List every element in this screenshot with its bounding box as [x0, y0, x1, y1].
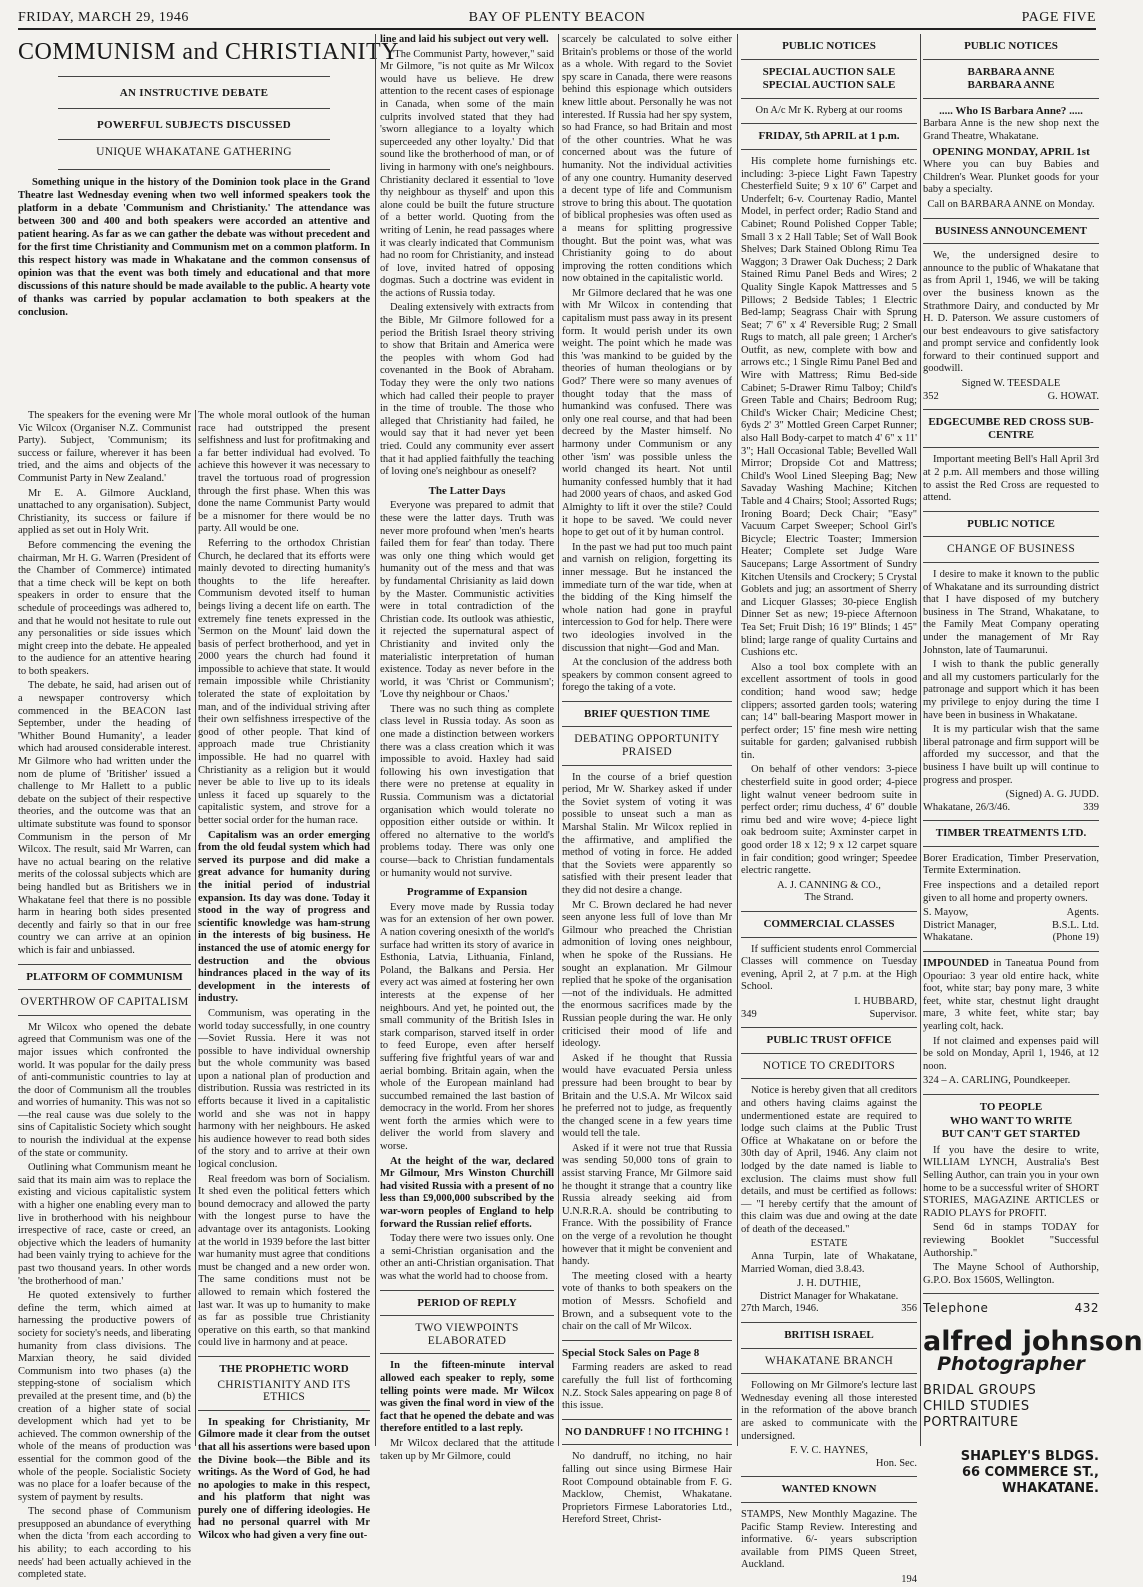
column-2	[198, 410, 370, 1542]
paragraph: Mr Wilcox declared that the attitude taken up by Mr Gilmore, could	[380, 1437, 554, 1462]
signature: District Manager for Whakatane.	[759, 1290, 899, 1302]
divider	[18, 1015, 191, 1016]
divider	[562, 701, 732, 702]
agent-role: Agents.	[1066, 907, 1099, 919]
agent-phone: (Phone 19)	[1052, 932, 1099, 944]
paragraph: I wish to thank the public generally and all my customers particularly for the patronage and support which it has been my privilege to enjoy during the time I have been in business in Whakatane.	[923, 659, 1099, 721]
notice-number: 339	[1083, 801, 1099, 813]
divider	[923, 243, 1099, 244]
signature: Hon. Sec.	[875, 1457, 917, 1469]
estate-label: ESTATE	[810, 1238, 848, 1250]
notice-number: 194	[901, 1573, 917, 1585]
divider	[58, 108, 330, 109]
signature: Signed W. TEESDALE	[961, 378, 1061, 390]
section-heading: PUBLIC NOTICES	[964, 40, 1058, 52]
paragraph: The debate, he said, had arisen out of a newspaper controversy which commenced in the BEACON last September, under the heading of 'Whither Bound Humanity', a leader which had aroused considerable interest. Mr Gilmore who had written under the nom de plume of 'Britisher' issued a challenge to Mr Hallett to a public debate on the subject of their respective theories, and the outcome was that an ultimate substitute was found to sponsor Communism in the person of Mr Wilcox. The result, said Mr Warren, can have no actual bearing on the relative merits of the colossal subjects which are being handled but as Britishers we in Whakatane feel that there is no possible harm in hearing both sides presented decently and fairly so that in our free country we can arrive at an opinion which is fair and unbiassed.	[18, 680, 191, 956]
divider	[923, 447, 1099, 448]
paragraph: Outlining what Communism meant he said that its main aim was to replace the existing and vicious capitalistic system with a higher one enabling every man to live in brotherhood with his neighbour irrespective of race, caste or creed, an objective which the leaders of humanity had been vainly trying to achieve for the past two thousand years. In other words 'the brotherhood of man.'	[18, 1162, 191, 1287]
divider	[741, 1373, 917, 1374]
impounded-text: in Taneatua Pound from Opouriao: 3 year old entire hack, white foot, white star; bay pony mare, 3 white feet, white star, chestnut light draught mare, 3 white feet, white star; bay yearling colt, hack.	[923, 958, 1100, 1032]
service-line: CHILD STUDIES	[923, 1398, 1030, 1414]
section-heading: PLATFORM OF COMMUNISM	[26, 970, 183, 983]
paragraph: The meeting closed with a hearty vote of thanks to both speakers on the motion of Messrs. Schofield and Brown, and a subsequent vote to the chair on the call of Mr Wilcox.	[562, 1270, 732, 1333]
address-line: 66 COMMERCE ST.,	[961, 1464, 1099, 1480]
paragraph: Before commencing the evening the chairman, Mr H. G. Warren (President of the Chamber of Commerce) intimated that a time check will be kept on both speakers in order to ensure that the schedule of proceedings was adhered to, and that he would not hesitate to rule out any personalities or side issues which might creep into the debate. He appealed to the audience for an attentive hearing to both speakers.	[18, 539, 191, 677]
column-rule	[195, 410, 196, 1446]
notice-date: Whakatane, 26/3/46.	[923, 801, 1011, 813]
section-heading: NO DANDRUFF ! NO ITCHING !	[565, 1425, 729, 1438]
divider	[58, 139, 330, 140]
notice-heading: COMMERCIAL CLASSES	[763, 918, 895, 930]
main-article-header	[18, 34, 400, 399]
notice-number: 356	[901, 1303, 917, 1315]
section-subheading: DEBATING OPPORTUNITY PRAISED	[574, 733, 720, 759]
divider	[380, 1290, 554, 1291]
article-subheading: AN INSTRUCTIVE DEBATE	[119, 87, 269, 99]
paragraph: "The Communist Party, however," said Mr Gilmore, "is not quite as Mr Wilcox would have us believe. He drew attention to the recent cases of espionage in Canada, when some of the main culprits involved stated that they had 'sworn allegiance to a loyalty which superceeded any other loyalty.' Did that sound like the brotherhood of man, or of living in harmony with one's neighbours. Christianity declared it essential to 'love thy neighbour as thyself' and upon this alone could be built the future structure of a better world. Quoting from the writing of Lenin, he read passages where it was clearly indicated that Communism had no room for Christianity, and instead of love, invited hatred of opposing dogmas. Such a doctrine was evident in the actions of Russia today.	[380, 48, 554, 299]
signature: (Signed) A. G. JUDD.	[1005, 789, 1099, 801]
paragraph: Real freedom was born of Socialism. It shed even the political fetters which bound democracy and allowed the party with the longest purse to have the advantage over its antagonists. Looking at the world in 1939 before the last bitter war humanity must agree that conditions must be changed and a new order won. The same conditions must not be allowed to remain which fostered the last war. It was up to humanity to make as far as possible true Christianity operative on this earth, so that mankind could live in harmony and at peace.	[198, 1173, 370, 1349]
notice-heading: FRIDAY, 5th APRIL at 1 p.m.	[758, 130, 900, 143]
agent-title: District Manager,	[923, 919, 997, 931]
notice-heading: OPENING MONDAY, APRIL 1st	[932, 145, 1090, 158]
divider	[923, 951, 1099, 952]
divider	[923, 409, 1099, 410]
divider	[741, 1027, 917, 1028]
column-6	[923, 34, 1143, 1496]
divider	[741, 1348, 917, 1349]
photographer-title: Photographer	[937, 1353, 1085, 1376]
divider	[741, 937, 917, 938]
column-5	[741, 34, 918, 1585]
divider	[562, 1444, 732, 1445]
notice-line: On A/c Mr K. Ryberg at our rooms	[755, 104, 903, 116]
paragraph: Everyone was prepared to admit that these were the latter days. Truth was never more profound when 'men's hearts failed them for fear' than today. There was only one thing which would get humanity out of the mess and that was by fundamental Chrisianity as laid down by the Master. Communistic activities were in total contradiction of the Christian code. Its outlook was athiestic, it rejected the supernatural aspect of Christianity and invited only the materialistic interpretation of human existence. Today as never before in the world, it was 'Christ or Communism'; 'Love thy neighbour or Chaos.'	[380, 500, 554, 701]
section-heading: BRIEF QUESTION TIME	[584, 707, 710, 720]
divider	[562, 726, 732, 727]
column-rule	[375, 34, 376, 1446]
paragraph: We, the undersigned desire to announce to the public of Whakatane that as from April 1, 1946, we will be taking over the business known as the Strathmore Dairy, and conducted by Mr H. D. Paterson. We assure customers of our best endeavours to give satisfactory and prompt service and confidently look forward to their continued support and goodwill.	[923, 250, 1099, 375]
divider	[923, 562, 1099, 563]
paragraph: Barbara Anne is the new shop next the Grand Theatre, Whakatane.	[923, 118, 1099, 142]
article-subheading: POWERFUL SUBJECTS DISCUSSED	[97, 118, 291, 131]
column-rule	[558, 34, 559, 1446]
signature: 324 – A. CARLING, Poundkeeper.	[923, 1075, 1071, 1087]
section-subheading: CHRISTIANITY AND ITS ETHICS	[217, 1378, 351, 1404]
notice-heading: TO PEOPLE	[979, 1100, 1043, 1113]
notice-heading: TIMBER TREATMENTS LTD.	[935, 827, 1087, 840]
address-line: WHAKATANE.	[1001, 1480, 1099, 1496]
paragraph: The second phase of Communism presupposed an abundance of everything when the dicta 'from each according to his ability; to each according to his needs' had been actually achieved in the completed state.	[18, 1506, 191, 1581]
bold-paragraph: In speaking for Christianity, Mr Gilmore made it clear from the outset that all his assertions were based upon the Divine book—the Bible and its writings. As the Word of God, he had no apologies to make in this respect, and his platform that night was purely one of differing ideologies. He had no personal quarrel with Mr Wilcox who had given a very fine out-	[198, 1416, 370, 1542]
divider	[923, 98, 1099, 99]
column-rule	[737, 34, 738, 1446]
notice-heading: SPECIAL AUCTION SALE	[762, 65, 896, 78]
paragraph: There was no such thing as complete class level in Russia today. As soon as one made a distinction between workers there was a class creation which it was impossible to avoid. Haxley had said following his own investigation that there were no pretense at equality in Russia. Communism was a dictatorial organisation which would tolerate no opposition either outside or within. It offered no alternative to the world's problems today. There was only one course—back to Christian fundamentals or humanity would not survive.	[380, 703, 554, 879]
paragraph: Today there were two issues only. One a semi-Christian organisation and the other an anti-Christian organisation. That was what the world had to choose from.	[380, 1233, 554, 1282]
section-subheading: OVERTHROW OF CAPITALISM	[20, 996, 189, 1009]
divider	[923, 820, 1099, 821]
signature: A. J. CANNING & CO.,	[777, 879, 881, 891]
paragraph: Also a tool box complete with an excellent assortment of tools in good condition; hand wood saw; hedge clippers; assorted garden tools; watering can; 14" ball-bearing Masport mower in perfect order; 15' fine mesh wire netting suitable for garden; galvanised rubbish tin.	[741, 661, 917, 761]
section-heading: PUBLIC NOTICES	[782, 40, 876, 52]
divider	[923, 846, 1099, 847]
paper-name: BAY OF PLENTY BEACON	[468, 10, 646, 25]
paragraph: Mr Wilcox who opened the debate agreed that Communism was one of the major issues which confronted the world. It was popular for the daily press of anti-communistic countries to lay at the door of Communism all the troubles and worries of humanity. This was not so—the real cause was due solely to the sins of Capitalistic Society which sought to nourish the individual at the expense of the state or community.	[18, 1021, 191, 1159]
notice-date: 27th March, 1946.	[741, 1303, 819, 1315]
divider	[741, 1502, 917, 1503]
notice-heading: WHO WANT TO WRITE	[949, 1114, 1073, 1127]
divider	[923, 1094, 1099, 1095]
paragraph: No dandruff, no itching, no hair falling out since using Birmese Hair Root Compound obtainable from F. G. Macklow, Chemist, Whakatane. Proprietors Firmese Laboratories Ltd., Hereford Street, Christ-	[562, 1451, 732, 1526]
paragraph: The whole moral outlook of the human race had outstripped the present selfishness and lust for profitmaking and a far better individual had evolved. To achieve this however it was necessary to travel the tortuous road of progression through the first phase. When this was done the name Communist Party would be a misnomer for there would be no party. All would be one.	[198, 410, 370, 535]
notice-line: Call on BARBARA ANNE on Monday.	[927, 198, 1095, 210]
notice-heading: PUBLIC NOTICE	[967, 517, 1055, 530]
divider	[923, 536, 1099, 537]
paragraph: I desire to make it known to the public of Whakatane and its surrounding district that I have disposed of my butchery business in The Strand, Whakatane, to the Family Meat Company operating under the management of Mr Ray Johnston, late of Taumarunui.	[923, 569, 1099, 656]
telephone-label: Telephone	[923, 1301, 989, 1316]
paragraph: Mr E. A. Gilmore Auckland, unattached to any organisation). Subject, Christianity, its success or failure if applied as set out in Holy Writ.	[18, 487, 191, 537]
paragraph: On behalf of other vendors: 3-piece chesterfield suite in good order; 4-piece light walnut veneer bedroom suite in perfect order; rimu duchess, 4' 6" double rimu bed and wire wove; 4-piece light oak bedroom suite; Axminster carpet in good order 18 x 12; 9 x 12 carpet square in fair condition; good wringer; Speedee electric rangette.	[741, 764, 917, 877]
paragraph: Important meeting Bell's Hall April 3rd at 2 p.m. All members and those willing to assist the Red Cross are requested to attend.	[923, 454, 1099, 504]
divider	[58, 76, 330, 77]
section-heading: Special Stock Sales on Page 8	[562, 1346, 700, 1359]
address-line: SHAPLEY'S BLDGS.	[960, 1448, 1099, 1464]
divider	[741, 1053, 917, 1054]
paragraph: Mr Gilmore declared that he was one with Mr Wilcox in contending that capitalism must pass away in its present form. It would perish under its own weight. The point which he made was this 'was mankind to be guided by the theories of human theologians or by God?' There were so many avenues of thought today that the mass of humankind was confused. There was only one real course, and that had been decreed by the Master himself. No harmony under Communism or any other 'ism' was possible unless the world changed its heart. Not until humanity confessed humbly that it had had 2000 years of chaos, and asked God Almighty to lift it over the stile? Could it hope to be saved. 'We could never hope to get out of it by human control.	[562, 287, 732, 539]
paragraph: If not claimed and expenses paid will be sold on Monday, April 1, 1946, at 12 noon.	[923, 1035, 1099, 1072]
page-number: PAGE FIVE	[1021, 10, 1096, 25]
divider	[741, 1322, 917, 1323]
article-subheading: UNIQUE WHAKATANE GATHERING	[96, 146, 292, 159]
service-line: BRIDAL GROUPS	[923, 1382, 1037, 1398]
agent-company: B.S.L. Ltd.	[1052, 919, 1099, 931]
notice-heading: BUSINESS ANNOUNCEMENT	[935, 224, 1087, 237]
paragraph: Borer Eradication, Timber Preservation, Termite Extermination.	[923, 852, 1099, 877]
divider	[380, 1315, 554, 1316]
signature: I. HUBBARD,	[854, 995, 917, 1007]
bold-paragraph: Capitalism was an order emerging from the old feudal system which had served its purpose and did make a great advance for humanity during the initial period of industrial expansion. Its day was done. Today it stood in the way of progress and scientific knowledge was ham-strung in the interests of big business. He instanced the use of atomic energy for destruction and the obvious hindrances placed in the way of its development in the interests of industry.	[198, 829, 370, 1005]
section-heading: Programme of Expansion	[406, 886, 528, 899]
paragraph: Farming readers are asked to read carefully the full list of forthcoming N.Z. Stock Sales appearing on page 8 of this issue.	[562, 1362, 732, 1412]
column-rule	[920, 34, 921, 1446]
paragraph: Communism, was operating in the world today successfully, in one country—Soviet Russia. Here it was not possible to have individual ownership but the whole community was based upon a national plan of production and distribution. Russia was restricted in its efforts because it lived in a capitalistic world and she was not in happy harmony with her neighbours. He asked his audience however to read both sides of the story and to arrive at their own logical conclusion.	[198, 1007, 370, 1171]
paragraph: If you have the desire to write, WILLIAM LYNCH, Australia's Best Selling Author, can train you in your own home to be a successful writer of SHORT STORIES, MAGAZINE ARTICLES or RADIO PLAYS for PROFIT.	[923, 1144, 1099, 1219]
divider	[741, 911, 917, 912]
notice-subheading: NOTICE TO CREDITORS	[762, 1059, 896, 1072]
agent-name: S. Mayow,	[923, 907, 969, 919]
column-1	[18, 410, 191, 1581]
notice-heading: BARBARA ANNE	[967, 65, 1055, 78]
paragraph: scarcely be calculated to solve either Britain's problems or those of the world as a whole. With regard to the Soviet spy scare in Canada, there were reasons behind this espionage which outsiders knew little about. Personally he was not interested. If Russia had her spy system, so had France, so had Britain and most of the other countries. What he was concerned about was the future of humanity. Not the individual activities of any one country. Humanity deserved a decent type of life and Communism strove to bring this about. The quotation of biblical prophesies was often used as a means for splitting progressive thought. But the point was, what was Christianity going to do about improving the rotten conditions which now obtained in the capitalistic world.	[562, 34, 732, 285]
divider	[562, 765, 732, 766]
paragraph: The speakers for the evening were Mr Vic Wilcox (Organiser N.Z. Communist Party). Subject, 'Communism; its success or failure, wherever it has been tried, and the aims and objects of the Communist Party in New Zealand.'	[18, 410, 191, 484]
paragraph: He quoted extensively to further define the term, which aimed at harnessing the productive powers of society for society's needs, and liberating humanity from class divisions. The Marxian theory, he said divided Communism into two phases (a) the stepping-stone of socialism which prevailed at the present time, and (b) the creation of a higher state of social development which had yet to be achieved. The common ownership of the whole of the means of production was essential for the common good of the whole of the people. Socialistic Society was no place for a loafer because of the system of payment by results.	[18, 1290, 191, 1503]
telephone-number: 432	[1074, 1301, 1099, 1316]
divider	[198, 1356, 370, 1357]
notice-number: 349	[741, 1008, 757, 1020]
notice-subheading: CHANGE OF BUSINESS	[946, 543, 1076, 556]
divider	[562, 1340, 732, 1341]
section-heading: PERIOD OF REPLY	[417, 1296, 517, 1309]
signature: Supervisor.	[869, 1008, 917, 1020]
column-3	[380, 34, 554, 1462]
divider	[741, 59, 917, 60]
notice-heading: WANTED KNOWN	[781, 1483, 877, 1496]
service-line: PORTRAITURE	[923, 1414, 1019, 1430]
paragraph: Asked if it were not true that Russia was sending 50,000 tons of grain to assist starving France, Mr Gilmore said he thought it strange that a country like Russia already seeking aid from U.N.R.R.A. should be contributing to France. With the possibility of France on the verge of a revolution he thought however that it might be convenient and handy.	[562, 1142, 732, 1268]
section-heading: THE PROPHETIC WORD	[219, 1362, 349, 1375]
paragraph: Dealing extensively with extracts from the Bible, Mr Gilmore followed for a period the British Israel theory striving to show that Britain and America were the peoples with whom God had covenanted in the Book of Abraham. Today they were the only two nations which had called their people to prayer in the time of trouble. The those who alleged that Christianity had failed, he would say that it had never yet been tried. Could any community ever assert that it had applied faithfully the teaching of loving one's neighbour as oneself?	[380, 302, 554, 478]
article-title: COMMUNISM and CHRISTIANITY	[18, 39, 400, 65]
paragraph: It is my particular wish that the same liberal patronage and firm support will be afforded my successor, and that the business I have built up will continue to progress and prosper.	[923, 724, 1099, 786]
signature: F. V. C. HAYNES,	[789, 1445, 869, 1457]
divider	[18, 989, 191, 990]
notice-heading: SPECIAL AUCTION SALE	[762, 79, 896, 92]
bold-paragraph: At the height of the war, declared Mr Gilmour, Mrs Winston Churchill had visited Russia with a present of no less than £9,000,000 subscribed by the war-worn peoples of England to help forward the Russian relief efforts.	[380, 1155, 554, 1230]
masthead	[18, 6, 1096, 30]
divider	[741, 123, 917, 124]
divider	[923, 218, 1099, 219]
paragraph: At the conclusion of the address both speakers by common consent agreed to forego the taking of a vote.	[562, 657, 732, 694]
paragraph: If sufficient students enrol Commercial Classes will commence on Tuesday evening, April 2, at 7 p.m. at the High School.	[741, 943, 917, 993]
paragraph: Send 6d in stamps TODAY for reviewing Booklet "Successful Authorship."	[923, 1222, 1099, 1259]
paragraph: Anna Turpin, late of Whakatane, Married Woman, died 3.8.43.	[741, 1251, 917, 1275]
notice-number: 352	[923, 390, 939, 402]
divider	[18, 964, 191, 965]
divider	[923, 511, 1099, 512]
notice-line: ..... Who IS Barbara Anne? .....	[939, 104, 1083, 117]
column-4	[562, 34, 732, 1526]
bold-paragraph: In the fifteen-minute interval allowed each speaker to reply, some telling points were made. Mr Wilcox was given the final word in view of the fact that he opened the debate and was therefore entitled to a last reply.	[380, 1360, 554, 1435]
bold-paragraph: line and laid his subject out very well.	[380, 34, 549, 45]
impounded-label: IMPOUNDED	[923, 958, 989, 970]
paragraph: STAMPS, New Monthly Magazine. The Pacific Stamp Review. Interesting and informative. 6/- years subscription available from PIMS Queen Street, Auckland.	[741, 1508, 917, 1571]
signature: The Strand.	[804, 892, 854, 904]
divider	[923, 1293, 1099, 1294]
divider	[741, 1476, 917, 1477]
divider	[562, 1419, 732, 1420]
section-heading: The Latter Days	[428, 484, 506, 497]
paragraph: Referring to the orthodox Christian Church, he declared that its efforts were mainly devoted to directing humanity's thoughts to the life hereafter. Communism devoted itself to human beings living a decent life on earth. The extremely fine tenets expressed in the 'Sermon on the Mount' laid down the basis of perfect brotherhood, and yet in 2000 years the church had found it impossible to achieve that state. It would remain impossible while Christianity tolerated the state of exploitation by man, and of the individual striving after their own selfishness irrespective of the good of other people. That kind of approach made true Christianity impossible. He had no quarrel with Christianity as a religion but it would never be able to live up to its ideals unless it faced up squarely to the capitalistic system, and strove for a better social order for the human race.	[198, 537, 370, 826]
agent-town: Whakatane.	[923, 932, 973, 944]
divider	[380, 1353, 554, 1354]
photographer-name: alfred johnson	[923, 1326, 1143, 1358]
paragraph: Mr C. Brown declared he had never seen anyone less full of love than Mr Gilmour who preached the Christian admonition of loving ones neighbour, when he spoke of the Russians. He sought an explanation. Mr Gilmour replied that he spoke of the organisation—not of the individuals. He admitted the enormous sacrifices made by the Russian people during the war. He only criticised their mood of life and ideology.	[562, 899, 732, 1050]
notice-subheading: WHAKATANE BRANCH	[764, 1354, 894, 1367]
divider	[198, 1410, 370, 1411]
issue-date: FRIDAY, MARCH 29, 1946	[18, 10, 189, 25]
section-subheading: TWO VIEWPOINTS ELABORATED	[415, 1322, 519, 1347]
paragraph: In the course of a brief question period, Mr W. Sharkey asked if under the Soviet system of voting it was possible to unseat such a man as Marshal Stalin. Mr Wilcox replied in the affirmative, and amplified the method of voting in force. He added that the Soviets were apparently so satisfied with their present leader that they did not desire a change.	[562, 771, 732, 896]
divider	[923, 59, 1099, 60]
signature: G. HOWAT.	[1047, 390, 1099, 402]
divider	[741, 98, 917, 99]
divider	[58, 169, 330, 170]
notice-heading: BARBARA ANNE	[967, 79, 1055, 92]
article-lead: Something unique in the history of the Dominion took place in the Grand Theatre last Wednesday evening when two well informed speakers took the platform in a debate 'Communism and Christianity.' The attendance was between 300 and 400 and both speakers were accorded an attentive and patient hearing. As far as we can gather the debate was without precedent and for the first time Christianity and Communism met on a common platform. In this respect history was made in Whakatane and the common consensus of opinion was that the event was both timely and educational and that more discussions of this nature should be made available to the public. A hearty vote of thanks was carried by popular acclamation to both speakers at the conclusion.	[18, 176, 370, 318]
notice-heading: BUT CAN'T GET STARTED	[941, 1128, 1081, 1141]
divider	[741, 1078, 917, 1079]
paragraph: In the past we had put too much paint and varnish on religion, forgetting its inner message. But he instanced the immediate turn of the war tide, when at the bidding of the King himself the whole nation had gone in prayful intercession to God for help. There were two ideologies involved in the discussion that night—God and Man.	[562, 541, 732, 654]
paragraph: His complete home furnishings etc. including: 3-piece Light Fawn Tapestry Chesterfield Suite; 9 x 10' 6" Carpet and Underfelt; 6-v. Courtenay Radio, Mantel Model, in perfect order; Radio Stand and Cabinet; Round Polished Copper Table; Small 3 x 2 Hall Table; Set of Wall Book Shelves; Dark Stained Oblong Rimu Tea Waggon; 3 Drawer Oak Duchess; 2 Dark Stained Rimu Panel Beds and Wires; 2 Quality Single Kapok Mattresses and 5 Pillows; 2 Bedside Tables; 1 Electric Bed-lamp; Seagrass Chair with Sprung Seat; 7' 6" x 4' Reversible Rug; 2 Small Rugs to match, all pale green; 1 Archer's Outfit, as new, complete with bow and arrows etc.; 1 Single Rimu Panel Bed and Wire with Mattress; Rimu Bed-side Cabinet; 5-Drawer Rimu Talboy; Child's Green Table and Chairs; Bedroom Rug; Child's Wicker Chair; Medicine Chest; 6yds 2' 3" Mottled Green Carpet Runner; also Hall Body-carpet to match 4' 6" x 11' 3"; Hall Occasional Table; Bevelled Wall Mirror; Dropside Cot and Mattress; Child's Wool Lined Sleeping Bag; New Savaday Washing Machine; Kitchen Table and 4 Chairs; Stool; Assorted Rugs; Ironing Board; Deck Chair; "Easy" Vacuum Carpet Sweeper; School Girl's Bicycle; Electric Toaster; Immersion Heater; Complete set Judge Ware Saucepans; Large Assortment of Sundry Kitchen Utensils and Crockery; 5 Crystal Goblets and jug; an assortment of Sherry and Licquer Glasses; 30-piece English Dinner Set as new; 19-piece Afternoon Tea Set; Fruit Dish; 16 19" Blinds; 1 45" blind; large range of quality Curtains and Cushions etc.	[741, 155, 918, 659]
paragraph: Asked if he thought that Russia would have evacuated Persia unless pressure had been brought to bear by Britain and the U.S.A. Mr Wilcox said he preferred not to judge, as frequently the changed scene in a few years time would tell the tale.	[562, 1052, 732, 1140]
paragraph: Every move made by Russia today was for an extension of her own power. A nation covering onesixth of the world's surface had written its story of avarice in Esthonia, Latvia, Lithuania, Finland, Poland, the Balkans and Persia. Her every act was aimed at fostering her own interests at the expense of her neighbours. And yet, he pointed out, the small community of the British Isles in stark comparison, starved itself in order to feed Europe, even after herself suffering five frightful years of war and aerial bombing. Britain again, when the whole of the European mainland had succumbed remained the last bastion of democracy in the world. From her shores went forth the armies which were to deliver the world from slavery and worse.	[380, 901, 554, 1153]
notice-heading: BRITISH ISRAEL	[784, 1329, 874, 1342]
divider	[741, 149, 917, 150]
notice-heading: PUBLIC TRUST OFFICE	[766, 1034, 892, 1047]
paragraph: Free inspections and a detailed report given to all home and property owners.	[923, 880, 1099, 904]
notice-heading: EDGECUMBE RED CROSS SUB-CENTRE	[928, 416, 1094, 441]
paragraph: Notice is hereby given that all creditors and others having claims against the undermentioned estate are required to lodge such claims at the Public Trust Office at Whakatane on or before the 30th day of April, 1946. Any claim not lodged by the date named is liable to exclusion. The claims must show full details, and must be certified as follows:— "I hereby certify that the amount of this claim was due and owing at the date of death of the deceased."	[741, 1085, 917, 1235]
paragraph: Where you can buy Babies and Children's Wear. Plunket goods for your baby a specialty.	[923, 159, 1099, 196]
paragraph: The Mayne School of Authorship, G.P.O. Box 1560S, Wellington.	[923, 1262, 1099, 1286]
signature: J. H. DUTHIE,	[797, 1278, 861, 1290]
paragraph: Following on Mr Gilmore's lecture last Wednesday evening all those interested in the reformation of the above branch are asked to communicate with the undersigned.	[741, 1380, 917, 1442]
